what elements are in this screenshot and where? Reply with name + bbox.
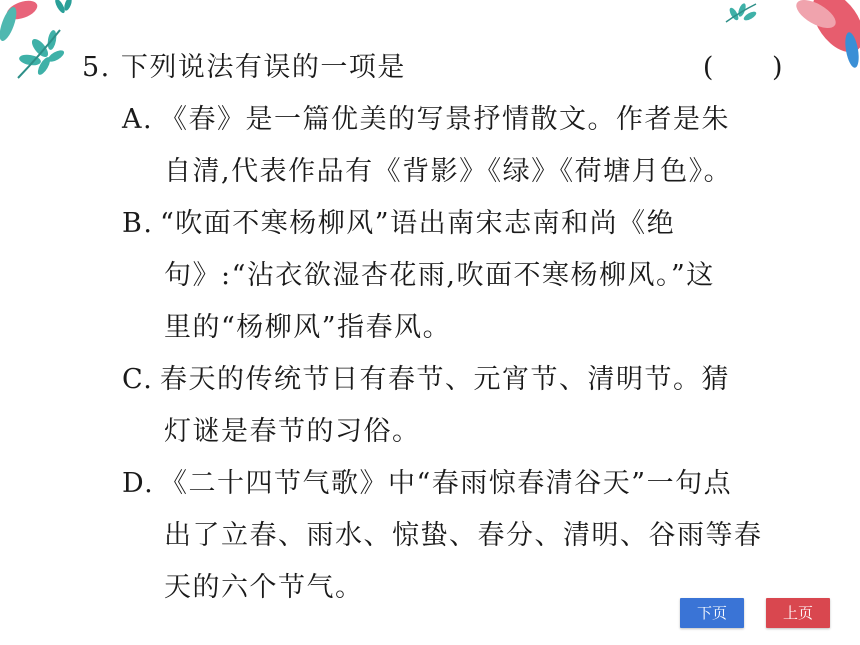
option-c: [122, 354, 802, 458]
option-letter: A.: [122, 104, 154, 135]
option-text: 句》:“沾衣欲湿杏花雨,吹面不寒杨柳风。”这: [164, 260, 715, 291]
question-number: 5.: [82, 52, 111, 83]
option-text: 自清,代表作品有《背影》《绿》《荷塘月色》。: [164, 156, 733, 187]
option-letter: D.: [122, 468, 155, 499]
option-text: 出了立春、雨水、惊蛰、春分、清明、谷雨等春: [164, 520, 763, 551]
option-letter: C.: [122, 364, 154, 395]
option-text: “吹面不寒杨柳风”语出南宋志南和尚《绝: [160, 208, 676, 239]
option-text: 里的“杨柳风”指春风。: [164, 312, 452, 343]
option-text: 《春》是一篇优美的写景抒情散文。作者是朱: [160, 104, 730, 135]
question-block: [82, 42, 802, 614]
previous-page-button[interactable]: 上页: [766, 598, 830, 628]
option-d: [122, 458, 802, 614]
option-text: 天的六个节气。: [164, 572, 364, 603]
option-b: [122, 198, 802, 354]
option-text: 灯谜是春节的习俗。: [164, 416, 421, 447]
question-stem-text: 下列说法有误的一项是: [120, 52, 406, 83]
option-text: 春天的传统节日有春节、元宵节、清明节。猜: [160, 364, 730, 395]
next-page-button[interactable]: 下页: [680, 598, 744, 628]
option-text: 《二十四节气歌》中“春雨惊春清谷天”一句点: [160, 468, 733, 499]
option-a: [122, 94, 802, 198]
question-stem-line: [82, 42, 802, 94]
option-letter: B.: [122, 208, 154, 239]
question-stem: [82, 42, 406, 94]
answer-parentheses: ( ): [702, 52, 784, 83]
